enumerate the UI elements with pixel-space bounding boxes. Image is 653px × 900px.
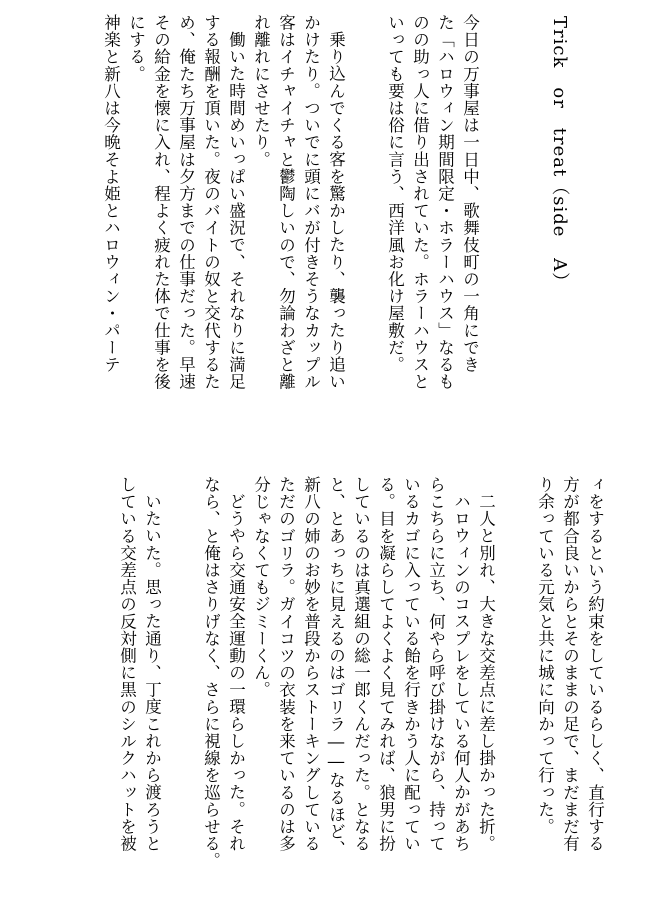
text-column: しているのは真選組の総一郎くんだった。となる — [351, 476, 371, 853]
text-column: 働いた時間めいっぱい盛況で、それなりに満足 — [226, 31, 246, 391]
text-column: している交差点の反対側に黒のシルクハットを被 — [117, 476, 137, 853]
text-column: のの助っ人に借り出されていた。ホラーハウスと — [410, 14, 430, 391]
text-column: どうやら交通安全運動の一環らしかった。それ — [226, 493, 246, 853]
text-column: する報酬を頂いた。夜のバイトの奴と交代するた — [201, 14, 221, 391]
text-column: 分じゃなくてもジミーくん。 — [251, 476, 271, 699]
text-column: いたいた。思った通り、丁度これから渡ろうと — [142, 493, 162, 853]
text-column: いるカゴに入っている飴を行きかう人に配ってい — [401, 476, 421, 853]
text-column: 方が都合良いからとそのままの足で、まだまだ有 — [560, 476, 580, 853]
text-column: いっても要は俗に言う、西洋風お化け屋敷だ。 — [385, 14, 405, 374]
text-column: ィをするという約束をしているらしく、直行する — [585, 476, 605, 853]
text-column: らこちらに立ち、何やら呼び掛けながら、持って — [426, 476, 446, 853]
text-column: かけたり。ついでに頭にバが付きそうなカップル — [301, 14, 321, 391]
text-column: にする。 — [126, 14, 146, 83]
text-column: 客はイチャイチャと鬱陶しいので、勿論わざと離 — [276, 14, 296, 391]
text-column: 乗り込んでくる客を驚かしたり、襲ったり追い — [326, 31, 346, 391]
text-column: れ離れにさせたり。 — [251, 14, 271, 168]
text-column: り余っている元気と共に城に向かって行った。 — [535, 476, 555, 836]
text-column: る。目を凝らしてよくよく見てみれば、狼男に扮 — [376, 476, 396, 853]
chapter-title: Trick or treat（side A） — [549, 16, 570, 292]
text-column: め、俺たち万事屋は夕方までの仕事だった。早速 — [176, 14, 196, 391]
text-column: 神楽と新八は今晩そよ姫とハロウィン・パーテ — [101, 14, 121, 374]
text-column: と、とあっちに見えるのはゴリラ――なるほど、 — [326, 476, 346, 858]
text-column: その給金を懐に入れ、程よく疲れた体で仕事を後 — [151, 14, 171, 391]
text-column: 二人と別れ、大きな交差点に差し掛かった折。 — [476, 493, 496, 853]
text-column: 新八の姉のお妙を普段からストーキングしている — [301, 476, 321, 853]
text-column: ただのゴリラ。ガイコツの衣装を来ているのは多 — [276, 476, 296, 853]
text-column: なら、と俺はさりげなく、さらに視線を巡らせる。 — [201, 476, 221, 870]
text-column: た「ハロウィン期間限定・ホラーハウス」なるも — [435, 14, 455, 391]
text-column: 今日の万事屋は一日中、歌舞伎町の一角にでき — [460, 14, 480, 374]
text-column: ハロウィンのコスプレをしている何人かがあち — [451, 493, 471, 853]
